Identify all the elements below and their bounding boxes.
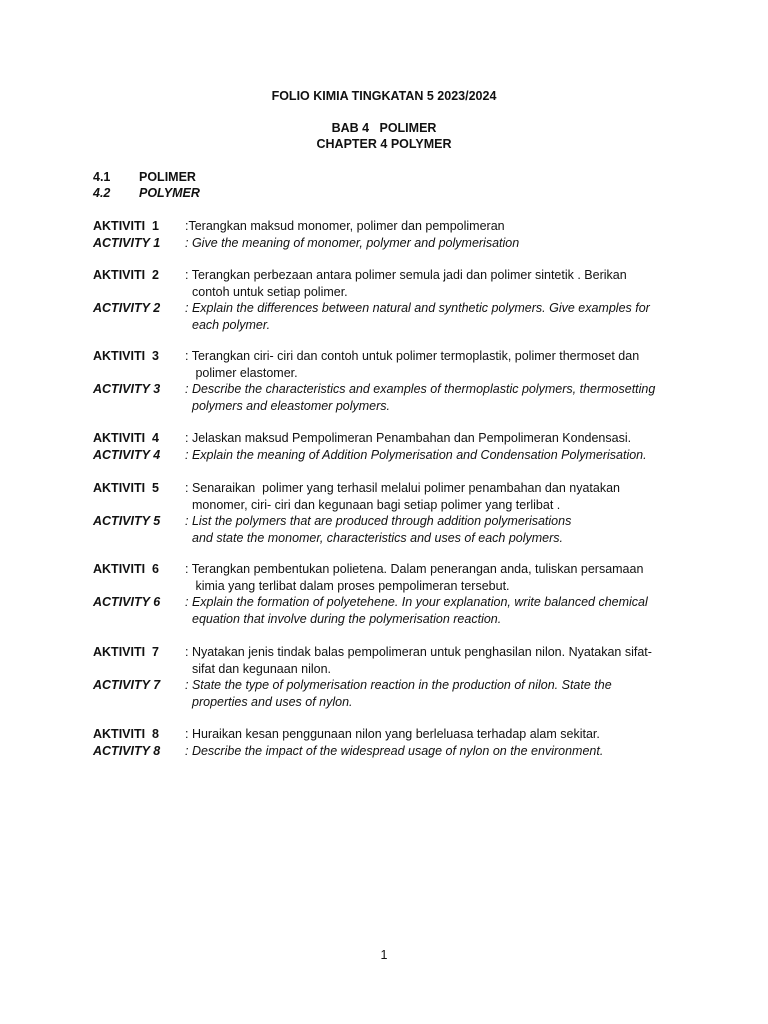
activity-text-ms-continued: contoh untuk setiap polimer.	[192, 284, 348, 299]
activity-label-ms: AKTIVITI 2	[93, 268, 159, 282]
activity-block-8	[93, 726, 693, 759]
activity-row-en	[93, 594, 693, 627]
activity-block-4	[93, 430, 693, 463]
activity-label-ms: AKTIVITI 7	[93, 645, 159, 659]
activity-row-ms	[93, 561, 693, 594]
activity-label-ms: AKTIVITI 5	[93, 481, 159, 495]
activity-row-en	[93, 677, 693, 710]
activity-text-ms: : Terangkan ciri- ciri dan contoh untuk polimer termoplastik, polimer thermoset dan polimer elastomer.	[185, 349, 640, 380]
activity-text-ms: : Terangkan pembentukan polietena. Dalam penerangan anda, tuliskan persamaan kimia yang terlibat dalam proses pempolimeran tersebut.	[185, 562, 644, 593]
activity-block-6	[93, 561, 693, 627]
activity-row-ms	[93, 726, 693, 743]
activity-block-1	[93, 218, 693, 251]
section-number: 4.2	[93, 186, 111, 200]
activity-text-en: : Describe the characteristics and examples of thermoplastic polymers, thermosetting polymers and eleastomer polymers.	[185, 382, 656, 413]
chapter-title-en: CHAPTER 4 POLYMER	[316, 137, 452, 151]
activity-block-3	[93, 348, 693, 414]
activity-label-ms: AKTIVITI 1	[93, 219, 159, 233]
activity-row-en	[93, 300, 693, 333]
activity-row-en	[93, 513, 693, 546]
document-title: FOLIO KIMIA TINGKATAN 5 2023/2024	[271, 89, 497, 103]
activity-row-ms	[93, 644, 693, 677]
activity-text-en: : List the polymers that are produced through addition polymerisations and state the monomer, characteristics and uses of each polymers.	[185, 514, 572, 545]
section-heading-ms	[93, 170, 196, 184]
activity-text-ms: : Nyatakan jenis tindak balas pempolimeran untuk penghasilan nilon. Nyatakan sifat- sifat dan kegunaan nilon.	[185, 645, 652, 676]
activity-label-en: ACTIVITY 3	[93, 382, 161, 396]
activity-row-ms	[93, 348, 693, 381]
activity-text-en: : State the type of polymerisation reaction in the production of nilon. State the properties and uses of nylon.	[185, 678, 612, 709]
activity-row-ms	[93, 480, 693, 513]
activity-label-en: ACTIVITY 4	[93, 447, 161, 462]
chapter-title-ms: BAB 4 POLIMER	[331, 121, 437, 135]
activity-row-ms	[93, 218, 693, 235]
activity-text-en: : Describe the impact of the widespread usage of nylon on the environment.	[185, 743, 604, 758]
activity-label-ms: AKTIVITI 6	[93, 562, 159, 576]
activity-block-2	[93, 267, 693, 333]
activity-label-en: ACTIVITY 2	[93, 301, 161, 315]
activity-row-en	[93, 235, 693, 252]
activity-row-ms	[93, 267, 693, 300]
activity-label-ms: AKTIVITI 3	[93, 349, 159, 363]
activity-text-ms: :Terangkan maksud monomer, polimer dan pempolimeran	[185, 219, 505, 233]
activity-row-en	[93, 381, 693, 414]
activity-text-en: : Explain the formation of polyetehene. In your explanation, write balanced chemical equation that involve during the polymerisation reaction.	[185, 595, 648, 626]
activity-text-en-continued: and state the monomer, characteristics and uses of each polymers.	[192, 530, 564, 545]
activity-row-ms	[93, 430, 693, 447]
activity-text-en-continued: equation that involve during the polymerisation reaction.	[192, 611, 502, 626]
section-heading-en	[93, 186, 200, 200]
activity-text-en-continued: each polymer.	[192, 317, 271, 332]
section-title: POLIMER	[139, 170, 196, 184]
activity-text-en-continued: polymers and eleastomer polymers.	[192, 398, 390, 413]
activity-label-en: ACTIVITY 5	[93, 514, 161, 528]
section-title: POLYMER	[139, 186, 200, 200]
activity-row-en	[93, 447, 693, 464]
activity-label-en: ACTIVITY 1	[93, 235, 161, 250]
activity-text-en: : Give the meaning of monomer, polymer and polymerisation	[185, 235, 520, 250]
activity-block-7	[93, 644, 693, 710]
activity-text-ms: : Huraikan kesan penggunaan nilon yang berleluasa terhadap alam sekitar.	[185, 727, 600, 741]
activity-label-ms: AKTIVITI 8	[93, 727, 159, 741]
activity-text-ms: : Senaraikan polimer yang terhasil melalui polimer penambahan dan nyatakan monomer, ciri- ciri dan kegunaan bagi setiap polimer yang terlibat .	[185, 481, 620, 512]
section-number: 4.1	[93, 170, 111, 184]
page-number: 1	[380, 948, 388, 962]
activity-text-ms: : Terangkan perbezaan antara polimer semula jadi dan polimer sintetik . Berikan contoh untuk setiap polimer.	[185, 268, 627, 299]
activity-label-en: ACTIVITY 6	[93, 595, 161, 609]
activity-label-en: ACTIVITY 7	[93, 678, 161, 692]
activity-text-ms-continued: polimer elastomer.	[192, 365, 298, 380]
activity-text-en: : Explain the meaning of Addition Polymerisation and Condensation Polymerisation.	[185, 447, 647, 462]
activity-label-en: ACTIVITY 8	[93, 743, 161, 758]
activity-text-en: : Explain the differences between natural and synthetic polymers. Give examples for each polymer.	[185, 301, 650, 332]
activity-text-ms-continued: sifat dan kegunaan nilon.	[192, 661, 331, 676]
activity-text-ms: : Jelaskan maksud Pempolimeran Penambahan dan Pempolimeran Kondensasi.	[185, 431, 632, 445]
activity-text-en-continued: properties and uses of nylon.	[192, 694, 353, 709]
activity-text-ms-continued: kimia yang terlibat dalam proses pempolimeran tersebut.	[192, 578, 510, 593]
activity-label-ms: AKTIVITI 4	[93, 431, 159, 445]
activity-block-5	[93, 480, 693, 546]
activity-row-en	[93, 743, 693, 760]
activity-text-ms-continued: monomer, ciri- ciri dan kegunaan bagi setiap polimer yang terlibat .	[192, 497, 561, 512]
